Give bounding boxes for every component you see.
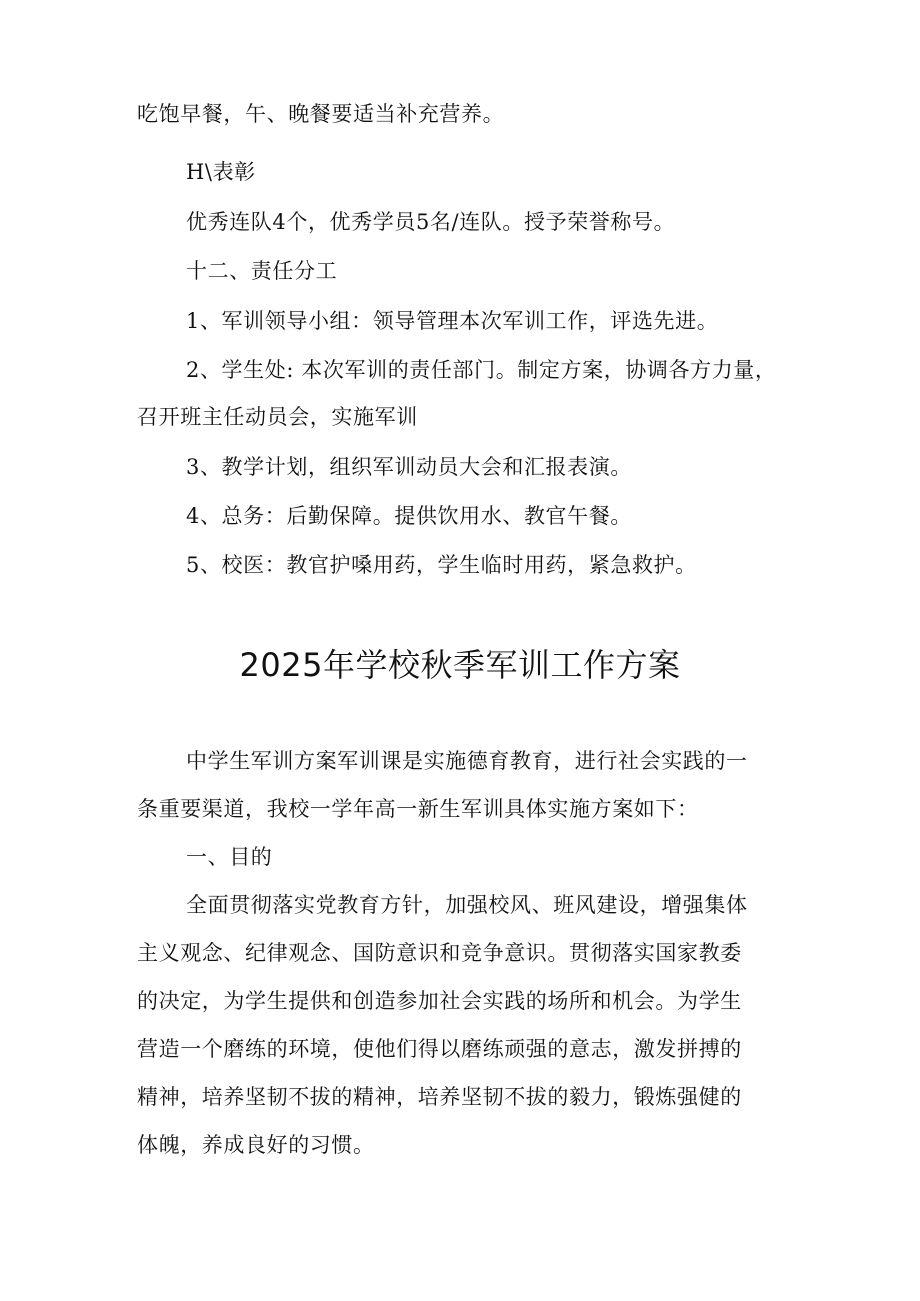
purpose-line-4: 营造一个磨练的环境，使他们得以磨练顽强的意志，激发拼搏的 xyxy=(137,1037,742,1061)
purpose-line-1: 全面贯彻落实党教育方针，加强校风、班风建设，增强集体 xyxy=(186,893,748,917)
list-item-2-line-2: 召开班主任动员会，实施军训 xyxy=(137,405,418,429)
purpose-line-5: 精神，培养坚韧不拔的精神，培养坚韧不拔的毅力，锻炼强健的 xyxy=(137,1085,742,1109)
paragraph-commendation: 优秀连队4个，优秀学员5名/连队。授予荣誉称号。 xyxy=(186,210,676,234)
list-item-3: 3、教学计划，组织军训动员大会和汇报表演。 xyxy=(186,455,632,479)
list-item-5: 5、校医：教官护嗓用药，学生临时用药，紧急救护。 xyxy=(186,553,697,577)
purpose-line-2: 主义观念、纪律观念、国防意识和竞争意识。贯彻落实国家教委 xyxy=(137,941,742,965)
intro-line-1: 中学生军训方案军训课是实施德育教育，进行社会实践的一 xyxy=(186,749,748,773)
heading-responsibility: 十二、责任分工 xyxy=(186,259,338,283)
purpose-line-6: 体魄，养成良好的习惯。 xyxy=(137,1133,375,1157)
document-title: 2025年学校秋季军训工作方案 xyxy=(239,646,681,684)
list-item-4: 4、总务：后勤保障。提供饮用水、教官午餐。 xyxy=(186,504,632,528)
paragraph-nutrition: 吃饱早餐，午、晚餐要适当补充营养。 xyxy=(137,102,505,126)
list-item-2-line-1: 2、学生处: 本次军训的责任部门。制定方案，协调各方力量， xyxy=(186,358,777,382)
list-item-1: 1、军训领导小组：领导管理本次军训工作，评选先进。 xyxy=(186,309,719,333)
purpose-line-3: 的决定，为学生提供和创造参加社会实践的场所和机会。为学生 xyxy=(137,989,742,1013)
heading-commendation: H\表彰 xyxy=(186,160,256,184)
intro-line-2: 条重要渠道，我校一学年高一新生军训具体实施方案如下： xyxy=(137,797,699,821)
heading-purpose: 一、目的 xyxy=(186,845,273,869)
